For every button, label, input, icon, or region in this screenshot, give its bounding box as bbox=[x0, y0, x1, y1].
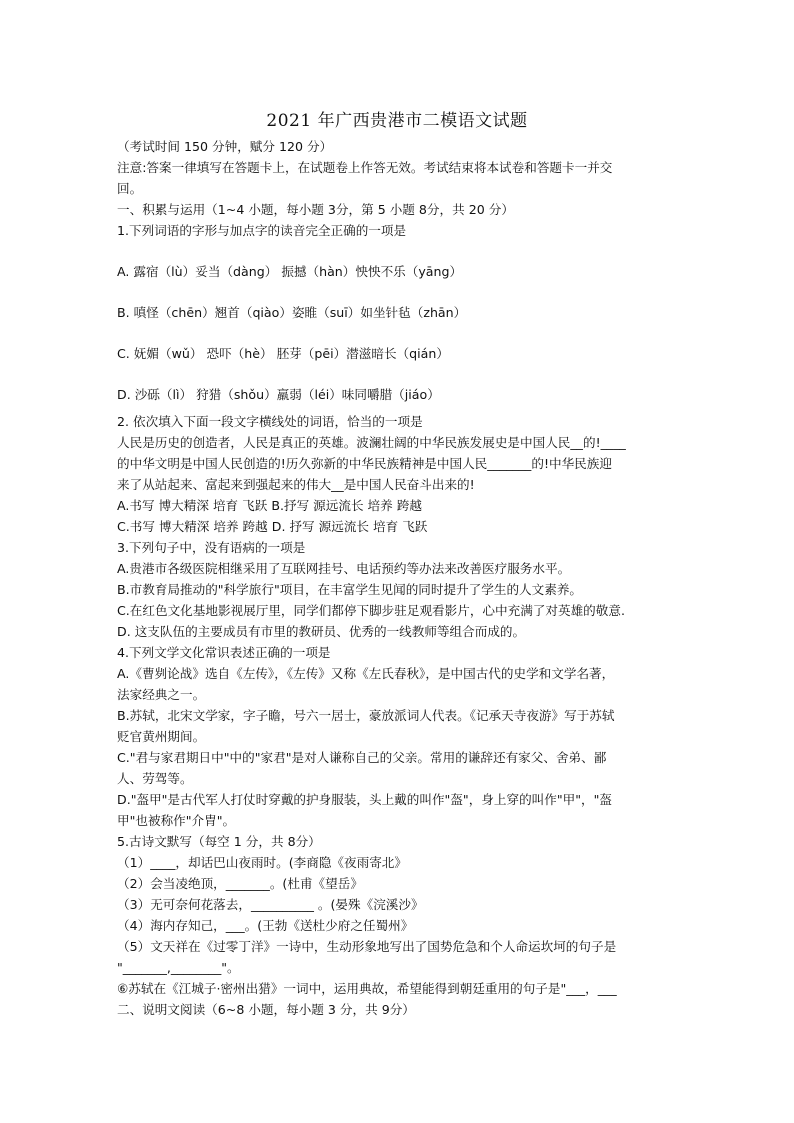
question-1-stem: 1.下列词语的字形与加点字的读音完全正确的一项是 bbox=[117, 223, 407, 238]
page-title: 2021 年广西贵港市二模语文试题 bbox=[266, 111, 528, 131]
question-5-item-1: （1）____，却话巴山夜雨时。(李商隐《夜雨寄北》 bbox=[117, 855, 407, 870]
exam-time-note: （考试时间 150 分钟，赋分 120 分） bbox=[117, 139, 333, 154]
question-4-option-d-1: D."盔甲"是古代军人打仗时穿戴的护身服装，头上戴的叫作"盔"，身上穿的叫作"甲"，"盔 bbox=[117, 792, 613, 807]
question-5-item-5-2: "_______,________"。 bbox=[117, 960, 240, 975]
question-4-option-a-2: 法家经典之一。 bbox=[117, 687, 206, 702]
question-4-option-a-1: A.《曹刿论战》选自《左传》，《左传》又称《左氏春秋》，是中国古代的史学和文学名著， bbox=[117, 666, 615, 681]
question-4-option-b-1: B.苏轼，北宋文学家，字子瞻，号六一居士，豪放派词人代表。《记承天寺夜游》写于苏轼 bbox=[117, 708, 615, 723]
question-1-option-c: C. 妩媚（wǔ） 恐吓（hè） 胚芽（pēi）潜滋暗长（qián） bbox=[117, 346, 449, 361]
question-1-option-d: D. 沙砾（lì） 狩猎（shǒu）羸弱（léi）味同嚼腊（jiáo） bbox=[117, 387, 440, 402]
question-3-option-c: C.在红色文化基地影视展厅里，同学们都停下脚步驻足观看影片，心中充满了对英雄的敬意. bbox=[117, 603, 625, 618]
question-3-option-d: D. 这支队伍的主要成员有市里的教研员、优秀的一线教师等组合而成的。 bbox=[117, 624, 526, 639]
question-4-stem: 4.下列文学文化常识表述正确的一项是 bbox=[117, 645, 331, 660]
notice-line-2: 回。 bbox=[117, 181, 143, 196]
question-3-option-a: A.贵港市各级医院相继采用了互联网挂号、电话预约等办法来改善医疗服务水平。 bbox=[117, 561, 571, 576]
question-2-passage-2: 的中华文明是中国人民创造的!历久弥新的中华民族精神是中国人民_______的!中华民族迎 bbox=[117, 456, 612, 471]
question-2-passage-1: 人民是历史的创造者，人民是真正的英雄。波澜壮阔的中华民族发展史是中国人民__的!____ bbox=[117, 435, 626, 450]
notice-line-1: 注意:答案一律填写在答题卡上，在试题卷上作答无效。考试结束将本试卷和答题卡一并交 bbox=[117, 160, 613, 175]
question-5-item-6: ⑥苏轼在《江城子·密州出猎》一词中，运用典故，希望能得到朝廷重用的句子是"___，___ bbox=[117, 981, 617, 996]
question-2-options-cd: C.书写 博大精深 培养 跨越 D. 抒写 源远流长 培育 飞跃 bbox=[117, 519, 428, 534]
question-5-item-3: （3）无可奈何花落去，__________ 。(晏殊《浣溪沙》 bbox=[117, 897, 424, 912]
section-1-heading: 一、积累与运用（1~4 小题，每小题 3分，第 5 小题 8分，共 20 分） bbox=[117, 202, 514, 217]
question-5-item-4: （4）海内存知己，___。(王勃《送杜少府之任蜀州》 bbox=[117, 918, 414, 933]
question-4-option-d-2: 甲"也被称作"介胄"。 bbox=[117, 813, 236, 828]
question-3-option-b: B.市教育局推动的"科学旅行"项目，在丰富学生见闻的同时提升了学生的人文素养。 bbox=[117, 582, 583, 597]
question-4-option-c-2: 人、劳驾等。 bbox=[117, 771, 193, 786]
question-5-item-5-1: （5）文天祥在《过零丁洋》一诗中，生动形象地写出了国势危急和个人命运坎坷的句子是 bbox=[117, 939, 617, 954]
section-2-heading: 二、说明文阅读（6~8 小题，每小题 3 分，共 9分） bbox=[117, 1002, 415, 1017]
question-5-item-2: （2）会当凌绝顶，_______。(杜甫《望岳》 bbox=[117, 876, 363, 891]
question-4-option-b-2: 贬官黄州期间。 bbox=[117, 729, 206, 744]
question-2-options-ab: A.书写 博大精深 培育 飞跃 B.抒写 源远流长 培养 跨越 bbox=[117, 498, 422, 513]
question-1-option-b: B. 嗔怪（chēn）翘首（qiào）姿睢（suī）如坐针毡（zhān） bbox=[117, 305, 467, 320]
question-1-option-a: A. 露宿（lù）妥当（dàng） 振撼（hàn）怏怏不乐（yāng） bbox=[117, 264, 463, 279]
question-5-stem: 5.古诗文默写（每空 1 分，共 8分） bbox=[117, 834, 321, 849]
exam-body bbox=[117, 136, 682, 1020]
question-2-passage-3: 来了从站起来、富起来到强起来的伟大__是中国人民奋斗出来的! bbox=[117, 477, 475, 492]
question-2-stem: 2. 依次填入下面一段文字横线处的词语，恰当的一项是 bbox=[117, 414, 423, 429]
question-4-option-c-1: C."君与家君期日中"中的"家君"是对人谦称自己的父亲。常用的谦辞还有家父、舍弟、鄙 bbox=[117, 750, 607, 765]
question-3-stem: 3.下列句子中，没有语病的一项是 bbox=[117, 540, 306, 555]
